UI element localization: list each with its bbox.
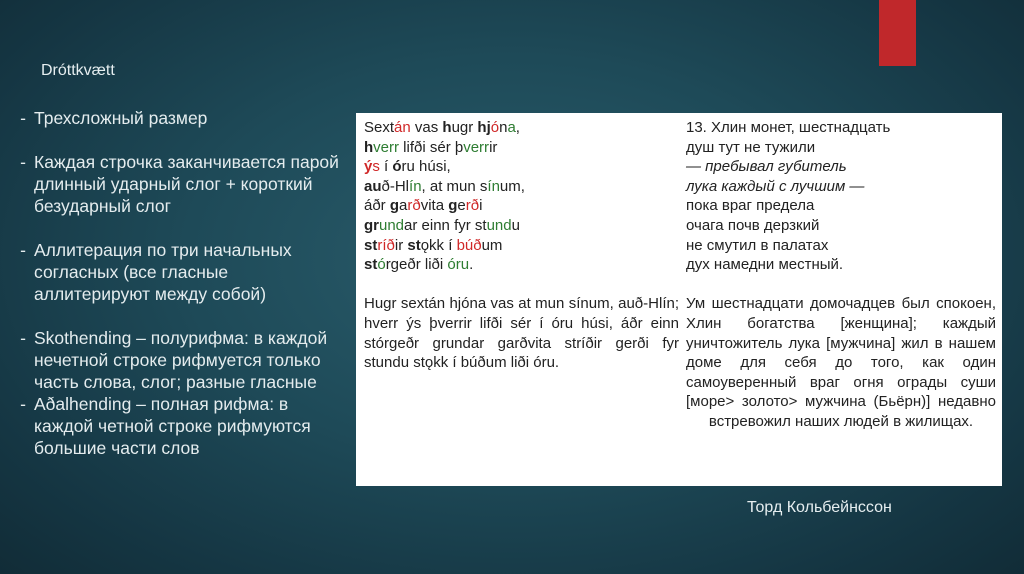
translation-stanza [686, 118, 996, 275]
poem-segment: lifði sér þ [399, 138, 464, 156]
translation-line: пока враг предела [686, 197, 815, 215]
poem-segment: rgeðr liði [385, 256, 448, 274]
poem-segment: i [479, 197, 483, 215]
translation-line: не смутил в палатах [686, 236, 829, 254]
bullet-item [12, 107, 342, 129]
poem-segment: um, [499, 177, 525, 195]
poem-segment: um [481, 236, 503, 254]
poem-segment: a [399, 197, 408, 215]
slide-heading: Dróttkvætt [41, 62, 115, 79]
bullet-item [12, 393, 342, 459]
poem-line [364, 138, 679, 158]
poem-line [364, 118, 679, 138]
poem-segment: , [515, 119, 520, 136]
poem-line [364, 177, 679, 197]
bullet-text: Трехсложный размер [34, 108, 208, 128]
poem-segment: ó [377, 256, 386, 274]
poem-segment: áðr [364, 197, 390, 215]
translation [686, 118, 996, 432]
poem-segment: ir [394, 236, 408, 254]
poem-segment: ru húsi, [401, 158, 451, 176]
poem-segment: ó [490, 119, 500, 136]
poem-line [364, 236, 679, 256]
translation-prose: Ум шестнадцати домочадцев был спокоен, Хлин богатства [женщина]; каждый уничтожитель лука [мужчина] жил в нашем доме для себя до того, как один самоуверенный враг огня ограды суши [море> золото> мужчина (Бьёрн)] недавно встревожил наших людей в жилищах. [686, 295, 996, 430]
poem-segment: vita [420, 197, 449, 215]
poem-segment: ý [364, 158, 373, 176]
bullet-dash: - [20, 152, 26, 172]
poem-segment: gr [364, 216, 379, 234]
translation-line: лука каждый с лучшим — [686, 177, 865, 195]
poem-segment: s [372, 158, 380, 176]
poem-segment: ð-Hl [381, 177, 410, 195]
poem-segment: ar einn fyr st [404, 216, 487, 234]
bullet-item [12, 327, 342, 393]
bullet-dash: - [20, 394, 26, 414]
poem-segment: st [364, 236, 378, 254]
poem-segment: Sext [364, 119, 395, 136]
poem-segment: . [469, 256, 474, 274]
bullet-dash: - [20, 328, 26, 348]
translation-line: — пребывал губитель [686, 158, 847, 176]
translation-line: 13. Хлин монет, шестнадцать [686, 119, 891, 136]
poem-segment: ǫkk í [420, 236, 457, 254]
poem-segment: ín [409, 177, 422, 195]
poem-line [364, 196, 679, 216]
translation-line: душ тут не тужили [686, 138, 816, 156]
poem-segment: verr [373, 138, 400, 156]
poem-segment: ugr [451, 119, 478, 136]
poem-line [364, 157, 679, 177]
poem-segment: n [499, 119, 508, 136]
poem-segment: rð [465, 197, 480, 215]
author-name: Торд Кольбейнссон [747, 499, 892, 516]
poem-segment: verr [463, 138, 490, 156]
poem-panel [356, 113, 1002, 486]
poem-segment: und [379, 216, 405, 234]
poem-segment: g [389, 197, 400, 215]
poem-segment: ir [489, 138, 498, 156]
poem-segment: e [457, 197, 466, 215]
poem-segment: a [507, 119, 516, 136]
bullet-text: Каждая строчка заканчивается парой длинный ударный слог + короткий безударный слог [34, 152, 339, 216]
poem-segment: st [364, 256, 378, 274]
bullet-text: Аллитерация по три начальных согласных (все гласные аллитерируют между собой) [34, 240, 292, 304]
poem-segment: ríð [377, 236, 395, 254]
poem-line [364, 216, 679, 236]
poem-segment: ó [392, 158, 402, 176]
poem-segment: óru [447, 256, 470, 274]
accent-bar [879, 0, 916, 66]
poem-segment: hj [477, 119, 491, 136]
poem-prose-order: Hugr sextán hjóna vas at mun sínum, auð-Hlín; hverr ýs þverrir lifði sér í óru húsi, áðr einn stórgeðr grundar garðvita stríðir gerði fyr stundu stǫkk í búðum liði óru. [364, 295, 679, 372]
poem-segment: , at mun s [421, 177, 488, 195]
bullet-list [12, 107, 342, 459]
poem-segment: án [394, 119, 411, 136]
bullet-text: Skothending – полурифма: в каждой нечетной строке рифмуется только часть слова, слог; разные гласные [34, 328, 328, 392]
poem-segment: au [364, 177, 382, 195]
poem-segment: u [511, 216, 520, 234]
poem-segment: vas [410, 119, 443, 136]
poem-segment: st [407, 236, 421, 254]
poem-line [364, 255, 679, 275]
poem-segment: búð [456, 236, 482, 254]
original-poem [364, 118, 679, 373]
translation-line: очага почв дерзкий [686, 216, 820, 234]
poem-segment: h [364, 138, 374, 156]
bullet-text: Aðalhending – полная рифма: в каждой четной строке рифмуются большие части слов [34, 394, 311, 458]
bullet-dash: - [20, 108, 26, 128]
poem-segment: ín [487, 177, 500, 195]
translation-line: дух намедни местный. [686, 256, 844, 274]
poem-segment: und [486, 216, 512, 234]
poem-stanza [364, 118, 679, 275]
bullet-item [12, 239, 342, 305]
poem-segment: rð [407, 197, 421, 215]
poem-segment: í [379, 158, 393, 176]
bullet-dash: - [20, 240, 26, 260]
poem-segment: g [448, 197, 458, 215]
bullet-item [12, 151, 342, 217]
poem-segment: h [442, 119, 452, 136]
